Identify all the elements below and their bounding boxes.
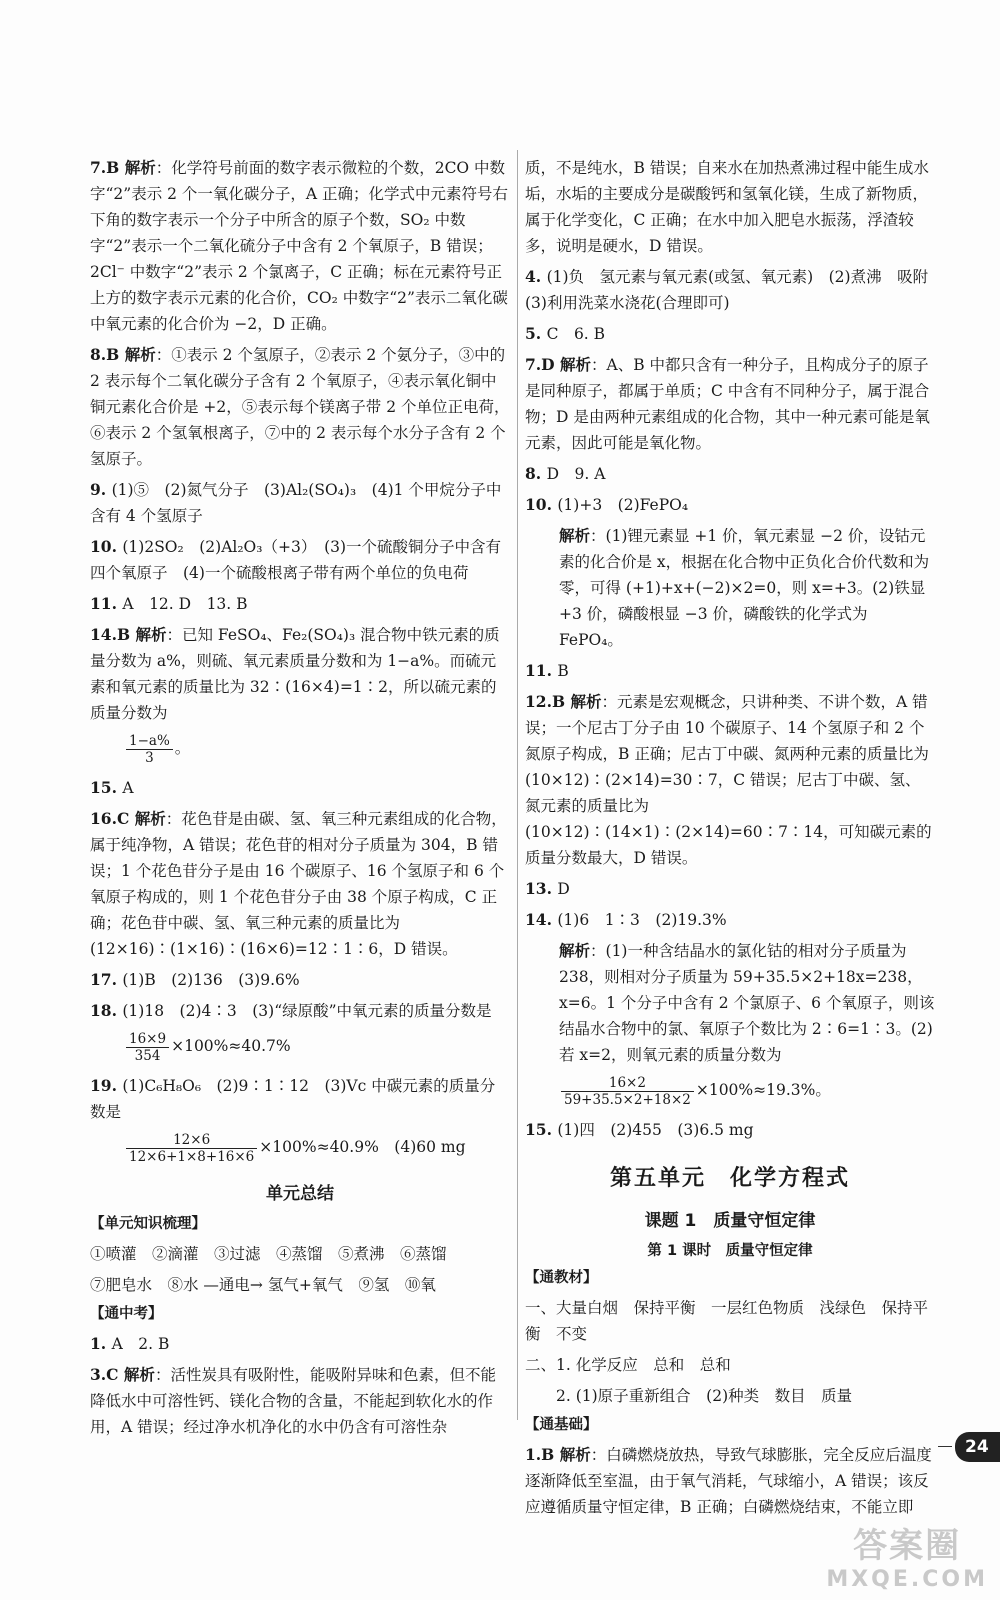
analysis-label: 解析 — [559, 526, 591, 545]
answer-text: (1)2SO₂ (2)Al₂O₃（+3） (3)一个硫酸铜分子中含有四个氧原子 (4)一个硫酸根离子带有两个单位的负电荷 — [90, 538, 502, 582]
answer-item — [525, 1117, 935, 1143]
answer-item — [525, 352, 935, 456]
answer-item — [90, 775, 510, 801]
answer-text: (1)负 氢元素与氧元素(或氢、氧元素) (2)煮沸 吸附 (3)利用洗菜水浇花(合理即可) — [525, 268, 944, 312]
section-tag: 【单元知识梳理】 — [90, 1216, 206, 1232]
answer-number: 8. — [525, 464, 547, 483]
answer-text: ：A、B 中都只含有一种分子，且构成分子的原子是同种原子，都属于单质；C 中含有不同种分子，属于混合物；D 是由两种元素组成的化合物，其中一种元素可能是氧元素，因此可能是氧化物。 — [525, 356, 930, 452]
analysis-label: 解析 — [135, 625, 167, 644]
watermark-url: MXQE.COM — [826, 1567, 988, 1592]
analysis-label: 解析 — [570, 692, 602, 711]
answer-text: 2. (1)原子重新组合 (2)种类 数目 质量 — [525, 1387, 853, 1405]
answer-number: 10. — [525, 495, 558, 514]
fraction-numerator: 16×9 — [126, 1031, 169, 1048]
right-column — [525, 150, 944, 1520]
analysis-label: 解析 — [134, 809, 166, 828]
answer-item — [90, 342, 510, 472]
answer-item — [90, 1362, 510, 1440]
fraction-denominator: 354 — [134, 1047, 161, 1064]
analysis-label: 解析 — [124, 158, 156, 177]
answer-number: 1.B — [525, 1445, 560, 1464]
answer-item — [90, 155, 510, 337]
answer-text: ：化学符号前面的数字表示微粒的个数，2CO 中数字“2”表示 2 个一氧化碳分子，A 正确；化学式中元素符号右下角的数字表示一个分子中所含的原子个数，SO₂ 中数字“2”表示一个二氧化硫分子中含有 2 个氧原子，B 错误；2Cl⁻ 中数字“2”表示 2 个氯离子，C 正确；标在元素符号正上方的数字表示元素的化合价，CO₂ 中数字“2”表示二氧化碳中氧元素的化合价为 −2，D 正确。 — [90, 159, 509, 333]
answer-text: (1)+3 (2)FePO₄ — [557, 496, 689, 514]
answer-number: 18. — [90, 1001, 123, 1020]
answer-number: 14.B — [90, 625, 136, 644]
answer-text: (1)C₆H₈O₆ (2)9∶1∶12 (3)Vc 中碳元素的质量分数是 — [90, 1077, 496, 1121]
answer-text: 一、大量白烟 保持平衡 一层红色物质 浅绿色 保持平衡 不变 — [525, 1299, 929, 1343]
answer-number: 15. — [90, 778, 123, 797]
answer-item — [525, 1383, 935, 1409]
answer-number: 11. — [525, 661, 558, 680]
answer-item — [525, 689, 935, 871]
answer-text: ：①表示 2 个氢原子，②表示 2 个氨分子，③中的 2 表示每个二氧化碳分子含有 2 个氧原子，④表示氧化铜中铜元素化合价是 +2，⑤表示每个镁离子带 2 个单位正电荷，⑥表示 2 个氢氧根离子，⑦中的 2 表示每个水分子含有 2 个氢原子。 — [90, 346, 510, 468]
answer-item — [525, 155, 935, 259]
answer-item — [90, 1331, 510, 1357]
fraction — [561, 1075, 694, 1108]
fraction-numerator: 12×6 — [126, 1132, 257, 1149]
answer-text: C 6. B — [546, 325, 606, 343]
watermark-title: 答案圈 — [853, 1526, 962, 1566]
answer-item — [525, 876, 935, 902]
answer-item — [525, 1442, 935, 1520]
analysis-label: 解析 — [559, 1445, 591, 1464]
fraction-line — [525, 1068, 935, 1112]
analysis-label: 解析 — [559, 941, 591, 960]
answer-text: (1)四 (2)455 (3)6.5 mg — [557, 1121, 754, 1139]
answer-text: A 12. D 13. B — [122, 595, 248, 613]
answer-item — [90, 1272, 510, 1298]
section-heading: 单元总结 — [266, 1184, 334, 1204]
answer-text: D — [557, 880, 570, 898]
answer-text: ：(1)一种含结晶水的氯化钴的相对分子质量为 238，则相对分子质量为 59+35.5×2+18x=238，x=6。1 个分子中含有 2 个氯原子、6 个氧原子，则该结晶水合物中的氯、氧原子个数比为 2∶6=1∶3。(2)若 x=2，则氧元素的质量分数为 — [559, 942, 935, 1064]
column-divider — [517, 150, 518, 1420]
answer-text: D 9. A — [546, 465, 606, 483]
answer-text: 质，不是纯水，B 错误；自来水在加热煮沸过程中能生成水垢，水垢的主要成分是碳酸钙和氢氧化镁，生成了新物质，属于化学变化，C 正确；在水中加入肥皂水振荡，浮渣较多，说明是硬水，D 错误。 — [525, 159, 929, 255]
answer-text: A — [122, 779, 134, 797]
analysis-label: 解析 — [123, 1365, 155, 1384]
answer-number: 1. — [90, 1334, 112, 1353]
answer-text: ⑦肥皂水 ⑧水 —通电→ 氢气+氧气 ⑨氢 ⑩氧 — [90, 1276, 436, 1294]
page-number-dash — [938, 1446, 952, 1447]
answer-text: ：(1)锂元素显 +1 价，氧元素显 −2 价，设钴元素的化合价是 x，根据在化合物中正负化合价代数和为零，可得 (+1)+x+(−2)×2=0，则 x=+3。(2)铁显 +3 价，磷酸根显 −3 价，磷酸铁的化学式为 FePO₄。 — [559, 527, 930, 649]
answer-number: 4. — [525, 267, 547, 286]
answer-item — [525, 907, 935, 933]
answer-text: (1)6 1∶3 (2)19.3% — [557, 911, 727, 929]
section-tag: 【通教材】 — [525, 1270, 598, 1286]
answer-item — [525, 523, 935, 653]
answer-number: 5. — [525, 324, 547, 343]
answer-number: 17. — [90, 970, 123, 989]
answer-item — [90, 591, 510, 617]
answer-number: 3.C — [90, 1365, 124, 1384]
answer-text: 二、1. 化学反应 总和 总和 — [525, 1356, 731, 1374]
fraction-suffix: ×100%≈40.9% (4)60 mg — [259, 1138, 466, 1156]
answer-item — [525, 264, 944, 316]
answer-item — [90, 967, 510, 993]
fraction-denominator: 3 — [145, 749, 154, 766]
answer-item — [90, 1241, 510, 1267]
answer-item — [90, 477, 510, 529]
section-tag: 【通中考】 — [90, 1306, 163, 1322]
fraction-suffix: ×100%≈19.3%。 — [695, 1081, 831, 1099]
unit-heading: 第五单元 化学方程式 — [609, 1166, 850, 1191]
answer-text: (1)B (2)136 (3)9.6% — [122, 971, 300, 989]
fraction — [126, 1132, 257, 1165]
fraction-suffix: 。 — [174, 739, 191, 757]
answer-number: 7.B — [90, 158, 125, 177]
answer-text: A 2. B — [111, 1335, 170, 1353]
answer-item — [90, 998, 510, 1024]
fraction — [126, 1031, 169, 1064]
answer-item — [525, 321, 935, 347]
lesson-heading: 第 1 课时 质量守恒定律 — [647, 1243, 813, 1259]
answer-number: 9. — [90, 480, 112, 499]
answer-number: 11. — [90, 594, 123, 613]
fraction-numerator: 1−a% — [126, 733, 173, 750]
left-column — [90, 150, 510, 1440]
answer-text: ：已知 FeSO₄、Fe₂(SO₄)₃ 混合物中铁元素的质量分数为 a%，则硫、氧元素质量分数和为 1−a%。而硫元素和氧元素的质量比为 32∶(16×4)=1∶2，所以硫元素的质量分数为 — [90, 626, 500, 722]
answer-text: ①喷灌 ②滴灌 ③过滤 ④蒸馏 ⑤煮沸 ⑥蒸馏 — [90, 1245, 447, 1263]
answer-item — [525, 938, 935, 1068]
answer-number: 8.B — [90, 345, 125, 364]
section-tag: 【通基础】 — [525, 1417, 598, 1433]
answer-item — [90, 806, 510, 962]
section-heading: 课题 1 质量守恒定律 — [644, 1211, 816, 1231]
answer-item — [90, 1073, 510, 1125]
answer-item — [525, 658, 935, 684]
answer-number: 7.D — [525, 355, 561, 374]
fraction-suffix: ×100%≈40.7% — [171, 1037, 291, 1055]
fraction — [126, 733, 173, 766]
fraction-denominator: 12×6+1×8+16×6 — [129, 1148, 255, 1165]
answer-number: 13. — [525, 879, 558, 898]
answer-text: B — [557, 662, 569, 680]
fraction-denominator: 59+35.5×2+18×2 — [564, 1091, 691, 1108]
answer-text: ：元素是宏观概念，只讲种类、不讲个数，A 错误；一个尼古丁分子由 10 个碳原子、14 个氢原子和 2 个氮原子构成，B 正确；尼古丁中碳、氮两种元素的质量比为 (10×12)∶(2×14)=30∶7，C 错误；尼古丁中碳、氢、氮元素的质量比为 (10×12)∶(14×1)∶(2×14)=60∶7∶14，可知碳元素的质量分数最大，D 错误。 — [525, 693, 932, 867]
answer-number: 16.C — [90, 809, 135, 828]
watermark-logo — [826, 1518, 988, 1592]
page-number: 24 — [955, 1432, 1000, 1462]
answer-number: 19. — [90, 1076, 123, 1095]
fraction-line — [90, 1024, 510, 1068]
answer-number: 10. — [90, 537, 123, 556]
fraction-line — [90, 1125, 510, 1169]
analysis-label: 解析 — [124, 345, 156, 364]
answer-item — [525, 492, 935, 518]
answer-item — [90, 622, 510, 726]
answer-text: ：活性炭具有吸附性，能吸附异味和色素，但不能降低水中可溶性钙、镁化合物的含量，不能起到软化水的作用，A 错误；经过净水机净化的水中仍含有可溶性杂 — [90, 1366, 496, 1436]
answer-text: ：白磷燃烧放热，导致气球膨胀，完全反应后温度逐渐降低至室温，由于氧气消耗，气球缩小，A 错误；该反应遵循质量守恒定律，B 正确；白磷燃烧结束，不能立即 — [525, 1446, 932, 1516]
answer-number: 15. — [525, 1120, 558, 1139]
answer-item — [90, 534, 510, 586]
fraction-line — [90, 726, 510, 770]
fraction-numerator: 16×2 — [561, 1075, 694, 1092]
answer-text: (1)18 (2)4∶3 (3)“绿原酸”中氧元素的质量分数是 — [122, 1002, 492, 1020]
answer-text: ：花色苷是由碳、氢、氧三种元素组成的化合物，属于纯净物，A 错误；花色苷的相对分子质量为 304，B 错误；1 个花色苷分子是由 16 个碳原子、16 个氢原子和 6 个氧原子构成的，则 1 个花色苷分子由 38 个原子构成，C 正确；花色苷中碳、氢、氧三种元素的质量比为 (12×16)∶(1×16)∶(16×6)=12∶1∶6，D 错误。 — [90, 810, 507, 958]
answer-number: 14. — [525, 910, 558, 929]
answer-item — [525, 1295, 935, 1347]
answer-number: 12.B — [525, 692, 571, 711]
answer-text: (1)⑤ (2)氮气分子 (3)Al₂(SO₄)₃ (4)1 个甲烷分子中含有 4 个氢原子 — [90, 481, 502, 525]
analysis-label: 解析 — [560, 355, 592, 374]
answer-item — [525, 461, 935, 487]
answer-item — [525, 1352, 935, 1378]
